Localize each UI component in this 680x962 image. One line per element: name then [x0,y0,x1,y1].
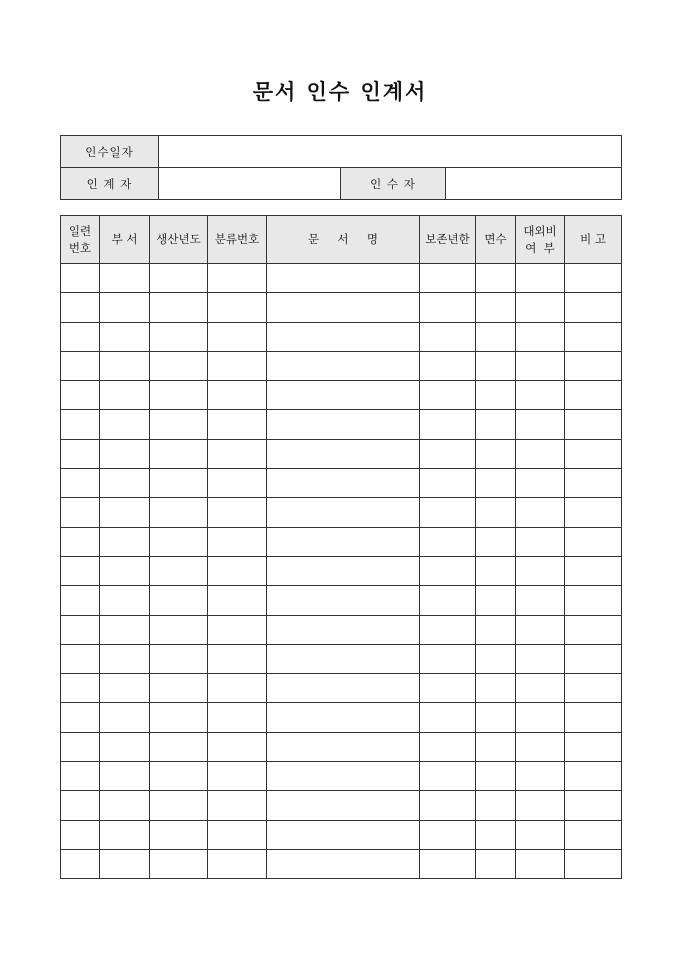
table-cell[interactable] [208,674,267,703]
table-cell[interactable] [61,674,100,703]
table-row [61,615,622,644]
table-row [61,439,622,468]
table-cell[interactable] [267,351,420,380]
table-row [61,820,622,849]
table-row [61,703,622,732]
col-classification-number: 분류번호 [208,216,267,264]
table-cell[interactable] [100,849,150,878]
table-cell[interactable] [267,293,420,322]
table-cell[interactable] [476,791,516,820]
table-cell[interactable] [516,791,565,820]
table-cell[interactable] [516,762,565,791]
table-cell[interactable] [420,644,476,673]
table-cell[interactable] [476,732,516,761]
table-cell[interactable] [565,615,622,644]
table-cell[interactable] [516,410,565,439]
table-cell[interactable] [420,351,476,380]
table-cell[interactable] [565,469,622,498]
table-cell[interactable] [267,644,420,673]
table-cell[interactable] [476,410,516,439]
col-remarks: 비 고 [565,216,622,264]
table-cell[interactable] [420,381,476,410]
table-cell[interactable] [516,732,565,761]
table-cell[interactable] [208,556,267,585]
col-retention-period: 보존년한 [420,216,476,264]
table-cell[interactable] [150,351,208,380]
table-cell[interactable] [267,762,420,791]
col-production-year: 생산년도 [150,216,208,264]
date-value-cell[interactable] [159,136,622,168]
table-cell[interactable] [516,820,565,849]
table-cell[interactable] [476,586,516,615]
table-cell[interactable] [61,410,100,439]
table-cell[interactable] [100,615,150,644]
table-cell[interactable] [100,791,150,820]
table-cell[interactable] [208,527,267,556]
table-row [61,293,622,322]
table-cell[interactable] [516,381,565,410]
table-row [61,556,622,585]
table-cell[interactable] [150,293,208,322]
table-cell[interactable] [420,703,476,732]
table-cell[interactable] [150,469,208,498]
table-cell[interactable] [61,791,100,820]
table-row [61,791,622,820]
table-cell[interactable] [476,644,516,673]
table-cell[interactable] [420,674,476,703]
table-cell[interactable] [150,410,208,439]
table-cell[interactable] [100,381,150,410]
table-cell[interactable] [100,644,150,673]
table-cell[interactable] [61,644,100,673]
table-cell[interactable] [565,498,622,527]
table-cell[interactable] [100,586,150,615]
table-cell[interactable] [61,849,100,878]
table-cell[interactable] [476,527,516,556]
table-cell[interactable] [61,381,100,410]
table-cell[interactable] [565,820,622,849]
table-cell[interactable] [565,381,622,410]
table-cell[interactable] [100,322,150,351]
table-cell[interactable] [208,849,267,878]
table-row [61,351,622,380]
table-cell[interactable] [61,322,100,351]
table-cell[interactable] [61,293,100,322]
table-row [61,762,622,791]
table-cell[interactable] [516,615,565,644]
table-cell[interactable] [267,498,420,527]
table-cell[interactable] [100,762,150,791]
table-cell[interactable] [208,322,267,351]
table-row [61,527,622,556]
table-cell[interactable] [476,293,516,322]
col-serial-number [61,216,100,264]
table-cell[interactable] [476,351,516,380]
table-cell[interactable] [150,703,208,732]
table-cell[interactable] [516,674,565,703]
table-cell[interactable] [565,849,622,878]
table-cell[interactable] [100,410,150,439]
table-cell[interactable] [150,615,208,644]
table-cell[interactable] [267,615,420,644]
table-cell[interactable] [565,732,622,761]
document-list-body [61,264,622,879]
table-cell[interactable] [565,439,622,468]
table-cell[interactable] [476,703,516,732]
receiver-label: 인 수 자 [341,168,446,200]
table-row [61,264,622,293]
table-cell[interactable] [420,732,476,761]
table-row [61,469,622,498]
table-cell[interactable] [61,703,100,732]
col-department: 부 서 [100,216,150,264]
table-cell[interactable] [150,762,208,791]
table-cell[interactable] [100,527,150,556]
table-cell[interactable] [100,703,150,732]
receiver-value-cell[interactable] [446,168,622,200]
table-cell[interactable] [420,498,476,527]
table-cell[interactable] [100,264,150,293]
document-list-table [60,215,622,879]
table-cell[interactable] [208,586,267,615]
table-cell[interactable] [100,498,150,527]
table-cell[interactable] [420,820,476,849]
table-cell[interactable] [516,849,565,878]
table-cell[interactable] [565,527,622,556]
table-cell[interactable] [208,264,267,293]
table-cell[interactable] [61,351,100,380]
table-cell[interactable] [516,351,565,380]
table-row [61,498,622,527]
table-cell[interactable] [150,498,208,527]
table-cell[interactable] [267,322,420,351]
table-cell[interactable] [420,264,476,293]
table-cell[interactable] [100,351,150,380]
table-cell[interactable] [516,293,565,322]
table-cell[interactable] [565,674,622,703]
table-cell[interactable] [565,410,622,439]
table-cell[interactable] [208,732,267,761]
table-cell[interactable] [150,644,208,673]
table-cell[interactable] [150,322,208,351]
table-cell[interactable] [208,381,267,410]
document-title: 문서 인수 인계서 [252,79,428,104]
table-cell[interactable] [476,322,516,351]
table-cell[interactable] [476,439,516,468]
table-cell[interactable] [61,762,100,791]
table-cell[interactable] [208,410,267,439]
table-cell[interactable] [208,469,267,498]
table-cell[interactable] [100,732,150,761]
table-cell[interactable] [516,586,565,615]
table-cell[interactable] [267,791,420,820]
table-cell[interactable] [420,527,476,556]
table-cell[interactable] [565,351,622,380]
table-cell[interactable] [267,820,420,849]
table-cell[interactable] [420,410,476,439]
table-cell[interactable] [100,469,150,498]
col-confidential [516,216,565,264]
table-row [61,381,622,410]
table-cell[interactable] [61,732,100,761]
table-cell[interactable] [516,469,565,498]
table-cell[interactable] [208,820,267,849]
table-cell[interactable] [100,820,150,849]
table-cell[interactable] [476,820,516,849]
table-cell[interactable] [208,703,267,732]
table-cell[interactable] [267,469,420,498]
table-cell[interactable] [476,615,516,644]
table-cell[interactable] [100,293,150,322]
table-cell[interactable] [150,732,208,761]
table-cell[interactable] [516,556,565,585]
col-page-count: 면수 [476,216,516,264]
table-cell[interactable] [208,293,267,322]
table-cell[interactable] [267,439,420,468]
table-cell[interactable] [476,469,516,498]
col-serial-line1: 일련 [68,223,92,238]
table-cell[interactable] [61,469,100,498]
table-cell[interactable] [267,732,420,761]
giver-value-cell[interactable] [159,168,341,200]
table-cell[interactable] [208,791,267,820]
table-cell[interactable] [420,791,476,820]
table-cell[interactable] [267,674,420,703]
table-cell[interactable] [267,264,420,293]
table-cell[interactable] [420,762,476,791]
table-cell[interactable] [420,469,476,498]
table-cell[interactable] [476,674,516,703]
col-serial-line2: 번호 [68,240,92,255]
date-label: 인수일자 [61,136,159,168]
table-cell[interactable] [61,820,100,849]
table-cell[interactable] [516,439,565,468]
table-cell[interactable] [476,849,516,878]
table-cell[interactable] [61,556,100,585]
table-cell[interactable] [516,498,565,527]
table-cell[interactable] [476,264,516,293]
table-cell[interactable] [61,439,100,468]
table-cell[interactable] [208,351,267,380]
col-document-name: 문 서 명 [267,216,420,264]
table-cell[interactable] [150,586,208,615]
table-cell[interactable] [61,498,100,527]
table-cell[interactable] [420,586,476,615]
table-cell[interactable] [208,644,267,673]
table-cell[interactable] [565,264,622,293]
table-cell[interactable] [420,293,476,322]
table-cell[interactable] [565,293,622,322]
table-cell[interactable] [516,322,565,351]
table-cell[interactable] [267,556,420,585]
table-cell[interactable] [565,586,622,615]
table-cell[interactable] [476,556,516,585]
table-cell[interactable] [420,439,476,468]
table-cell[interactable] [565,644,622,673]
col-confidential-line1: 대외비 [523,223,557,238]
table-cell[interactable] [100,439,150,468]
table-cell[interactable] [61,264,100,293]
giver-label: 인 계 자 [61,168,159,200]
table-cell[interactable] [150,527,208,556]
table-row [61,322,622,351]
table-row [61,644,622,673]
table-cell[interactable] [565,703,622,732]
table-cell[interactable] [267,381,420,410]
table-cell[interactable] [516,644,565,673]
table-cell[interactable] [150,791,208,820]
table-cell[interactable] [565,762,622,791]
table-cell[interactable] [267,586,420,615]
table-row [61,732,622,761]
table-cell[interactable] [516,527,565,556]
table-cell[interactable] [565,556,622,585]
table-cell[interactable] [420,556,476,585]
table-cell[interactable] [267,703,420,732]
table-cell[interactable] [516,703,565,732]
table-cell[interactable] [516,264,565,293]
table-cell[interactable] [420,615,476,644]
table-cell[interactable] [150,381,208,410]
table-cell[interactable] [150,264,208,293]
table-cell[interactable] [565,322,622,351]
table-cell[interactable] [150,820,208,849]
table-cell[interactable] [476,498,516,527]
table-cell[interactable] [208,615,267,644]
table-cell[interactable] [208,498,267,527]
table-cell[interactable] [476,762,516,791]
table-cell[interactable] [267,849,420,878]
table-row [61,674,622,703]
table-cell[interactable] [267,527,420,556]
table-cell[interactable] [420,849,476,878]
table-cell[interactable] [267,410,420,439]
table-cell[interactable] [100,556,150,585]
table-row [61,410,622,439]
table-cell[interactable] [61,615,100,644]
table-cell[interactable] [420,322,476,351]
table-cell[interactable] [61,527,100,556]
table-cell[interactable] [150,674,208,703]
col-confidential-line2: 여 부 [525,240,555,255]
table-row [61,849,622,878]
table-cell[interactable] [61,586,100,615]
table-cell[interactable] [565,791,622,820]
handover-info-table [60,135,622,200]
table-cell[interactable] [476,381,516,410]
table-cell[interactable] [100,674,150,703]
table-row [61,586,622,615]
table-cell[interactable] [150,439,208,468]
header-row [61,216,622,264]
table-cell[interactable] [150,849,208,878]
table-cell[interactable] [208,439,267,468]
table-cell[interactable] [150,556,208,585]
table-cell[interactable] [208,762,267,791]
